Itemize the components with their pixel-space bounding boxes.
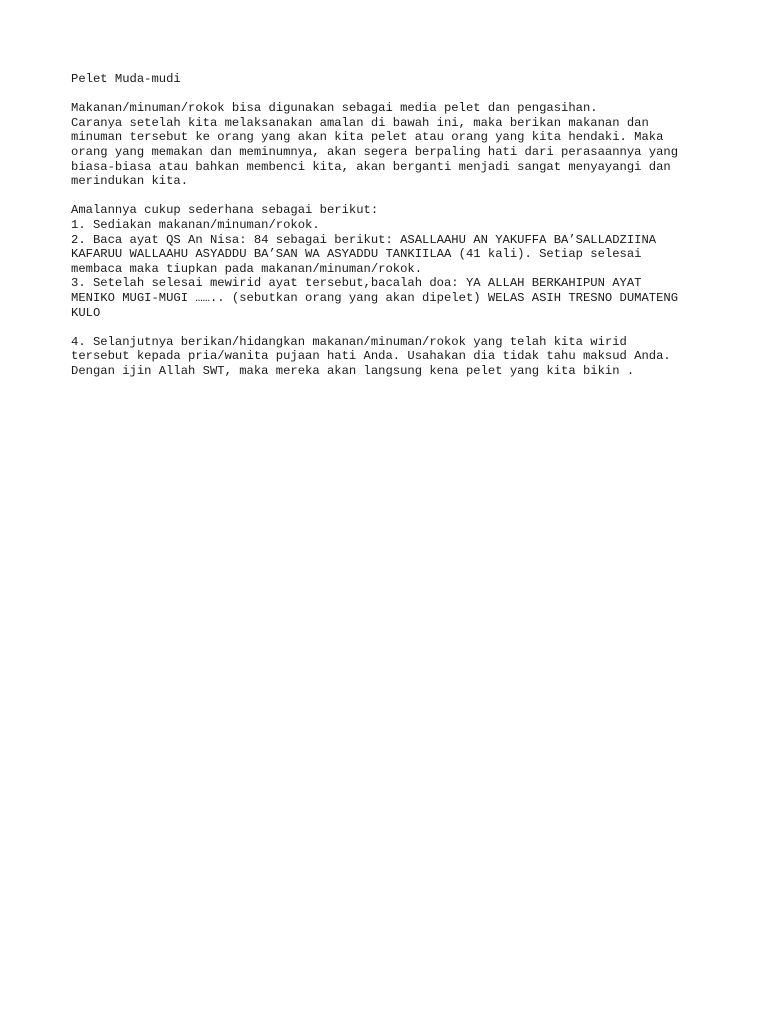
intro-line: orang yang memakan dan meminumnya, akan segera berpaling hati dari perasaannya yang	[71, 144, 679, 159]
document-page	[71, 72, 711, 378]
steps-paragraph	[71, 203, 711, 320]
intro-line: merindukan kita.	[71, 174, 189, 189]
paragraph-gap	[71, 87, 711, 102]
intro-line: Makanan/minuman/rokok bisa digunakan sebagai media pelet dan pengasihan.	[71, 101, 598, 116]
intro-line: biasa-biasa atau bahkan membenci kita, akan berganti menjadi sangat menyayangi dan	[71, 159, 671, 174]
final-paragraph	[71, 335, 711, 379]
steps-line: membaca maka tiupkan pada makanan/minuman/rokok.	[71, 261, 423, 276]
document-title: Pelet Muda-mudi	[71, 72, 181, 86]
steps-line: 3. Setelah selesai mewirid ayat tersebut,bacalah doa: YA ALLAH BERKAHIPUN AYAT	[71, 276, 642, 291]
intro-paragraph	[71, 101, 711, 189]
steps-line: 1. Sediakan makanan/minuman/rokok.	[71, 217, 320, 232]
intro-line: Caranya setelah kita melaksanakan amalan di bawah ini, maka berikan makanan dan	[71, 115, 649, 130]
final-line: 4. Selanjutnya berikan/hidangkan makanan/minuman/rokok yang telah kita wirid	[71, 334, 627, 349]
steps-line: 2. Baca ayat QS An Nisa: 84 sebagai berikut: ASALLAAHU AN YAKUFFA BA’SALLADZIINA	[71, 232, 657, 247]
paragraph-gap	[71, 320, 711, 335]
steps-line: MENIKO MUGI-MUGI …….. (sebutkan orang yang akan dipelet) WELAS ASIH TRESNO DUMATENG	[71, 290, 679, 305]
final-line: tersebut kepada pria/wanita pujaan hati Anda. Usahakan dia tidak tahu maksud Anda.	[71, 349, 671, 364]
paragraph-gap	[71, 189, 711, 204]
steps-line: Amalannya cukup sederhana sebagai berikut:	[71, 203, 379, 218]
intro-line: minuman tersebut ke orang yang akan kita pelet atau orang yang kita hendaki. Maka	[71, 130, 664, 145]
steps-line: KULO	[71, 305, 101, 320]
steps-line: KAFARUU WALLAAHU ASYADDU BA’SAN WA ASYADDU TANKIILAA (41 kali). Setiap selesai	[71, 247, 642, 262]
final-line: Dengan ijin Allah SWT, maka mereka akan langsung kena pelet yang kita bikin .	[71, 363, 635, 378]
